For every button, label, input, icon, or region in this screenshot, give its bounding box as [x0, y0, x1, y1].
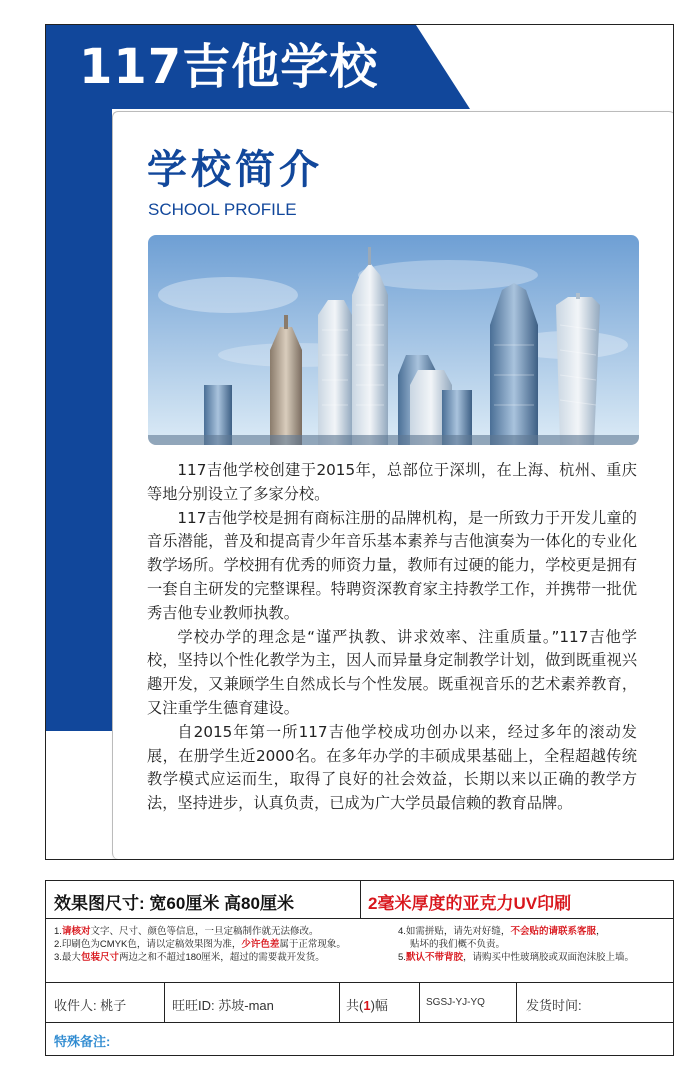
- section-subtitle: SCHOOL PROFILE: [148, 200, 297, 219]
- recipient-value: 桃子: [100, 998, 127, 1013]
- note-1: 1.请核对文字、尺寸、颜色等信息，一旦定稿制作就无法修改。: [54, 926, 319, 937]
- divider: [360, 881, 361, 918]
- order-size-row: [46, 881, 673, 919]
- profile-card: [112, 111, 674, 859]
- skyline-image: [148, 235, 639, 445]
- profile-text: [147, 459, 637, 816]
- note-3: 3.最大包装尺寸两边之和不超过180厘米，超过的需要裁开发货。: [54, 952, 325, 963]
- paragraph-3: 学校办学的理念是“谨严执教、讲求效率、注重质量。”117吉他学校，坚持以个性化教学为主，因人而异量身定制教学计划，做到既重视兴趣开发，又兼顾学生自然成长与个性发展。既重视音乐的艺术素养教育，又注重学生德育建设。: [147, 627, 637, 717]
- ship-time: 发货时间:: [526, 998, 582, 1013]
- note-4-line2: 贴坏的我们概不负责。: [410, 939, 506, 950]
- poster: [45, 24, 674, 860]
- paragraph-1: 117吉他学校创建于2015年，总部位于深圳，在上海、杭州、重庆等地分别设立了多家分校。: [147, 461, 637, 503]
- order-info-table: [45, 880, 674, 1056]
- order-notes: [46, 919, 673, 983]
- section-title: 学校简介: [147, 147, 323, 193]
- divider: [516, 983, 517, 1022]
- panel-count-value: 1: [363, 998, 371, 1013]
- recipient: 收件人: 桃子: [54, 998, 127, 1013]
- left-blue-bar: [46, 25, 112, 731]
- special-notes-row: [46, 1023, 673, 1057]
- product-code: SGSJ-YJ-YQ: [426, 997, 485, 1008]
- divider: [339, 983, 340, 1022]
- size-info: [54, 889, 294, 914]
- paragraph-2: 117吉他学校是拥有商标注册的品牌机构，是一所致力于开发儿童的音乐潜能，普及和提高青少年音乐基本素养与吉他演奏为一体化的专业化教学场所。学校拥有优秀的师资力量，教师有过硬的能力，学校更是拥有一套自主研发的完整课程。特聘资深教育家主持教学工作，并携带一批优秀吉他专业教师执教。: [147, 508, 637, 622]
- note-4: 4.如需拼贴，请先对好缝，不会贴的请联系客服，: [398, 926, 606, 937]
- size-value: 宽60厘米 高80厘米: [149, 894, 294, 913]
- wangwang-id: 旺旺ID: 苏坡-man: [172, 998, 274, 1013]
- city-skyline-photo: [148, 235, 639, 445]
- divider: [164, 983, 165, 1022]
- note-5: 5.默认不带背胶，请购买中性玻璃胶或双面泡沫胶上墙。: [398, 952, 634, 963]
- panel-count: 共(1)幅: [346, 998, 388, 1013]
- note-2: 2.印刷色为CMYK色，请以定稿效果图为准，少许色差属于正常现象。: [54, 939, 346, 950]
- paragraph-4: 自2015年第一所117吉他学校成功创办以来，经过多年的滚动发展，在册学生近2000名。在多年办学的丰硕成果基础上，全程超越传统教学模式应运而生，取得了良好的社会效益，长期以来以正确的教学方法，坚持进步，认真负责，已成为广大学员最信赖的教育品牌。: [147, 722, 637, 813]
- size-label: 效果图尺寸:: [54, 894, 145, 913]
- school-name: 117吉他学校: [79, 39, 379, 95]
- special-notes-label: 特殊备注:: [54, 1034, 111, 1049]
- order-detail-row: [46, 983, 673, 1023]
- divider: [419, 983, 420, 1022]
- wangwang-value: 苏坡-man: [218, 998, 274, 1013]
- print-method: 2毫米厚度的亚克力UV印刷: [368, 894, 572, 913]
